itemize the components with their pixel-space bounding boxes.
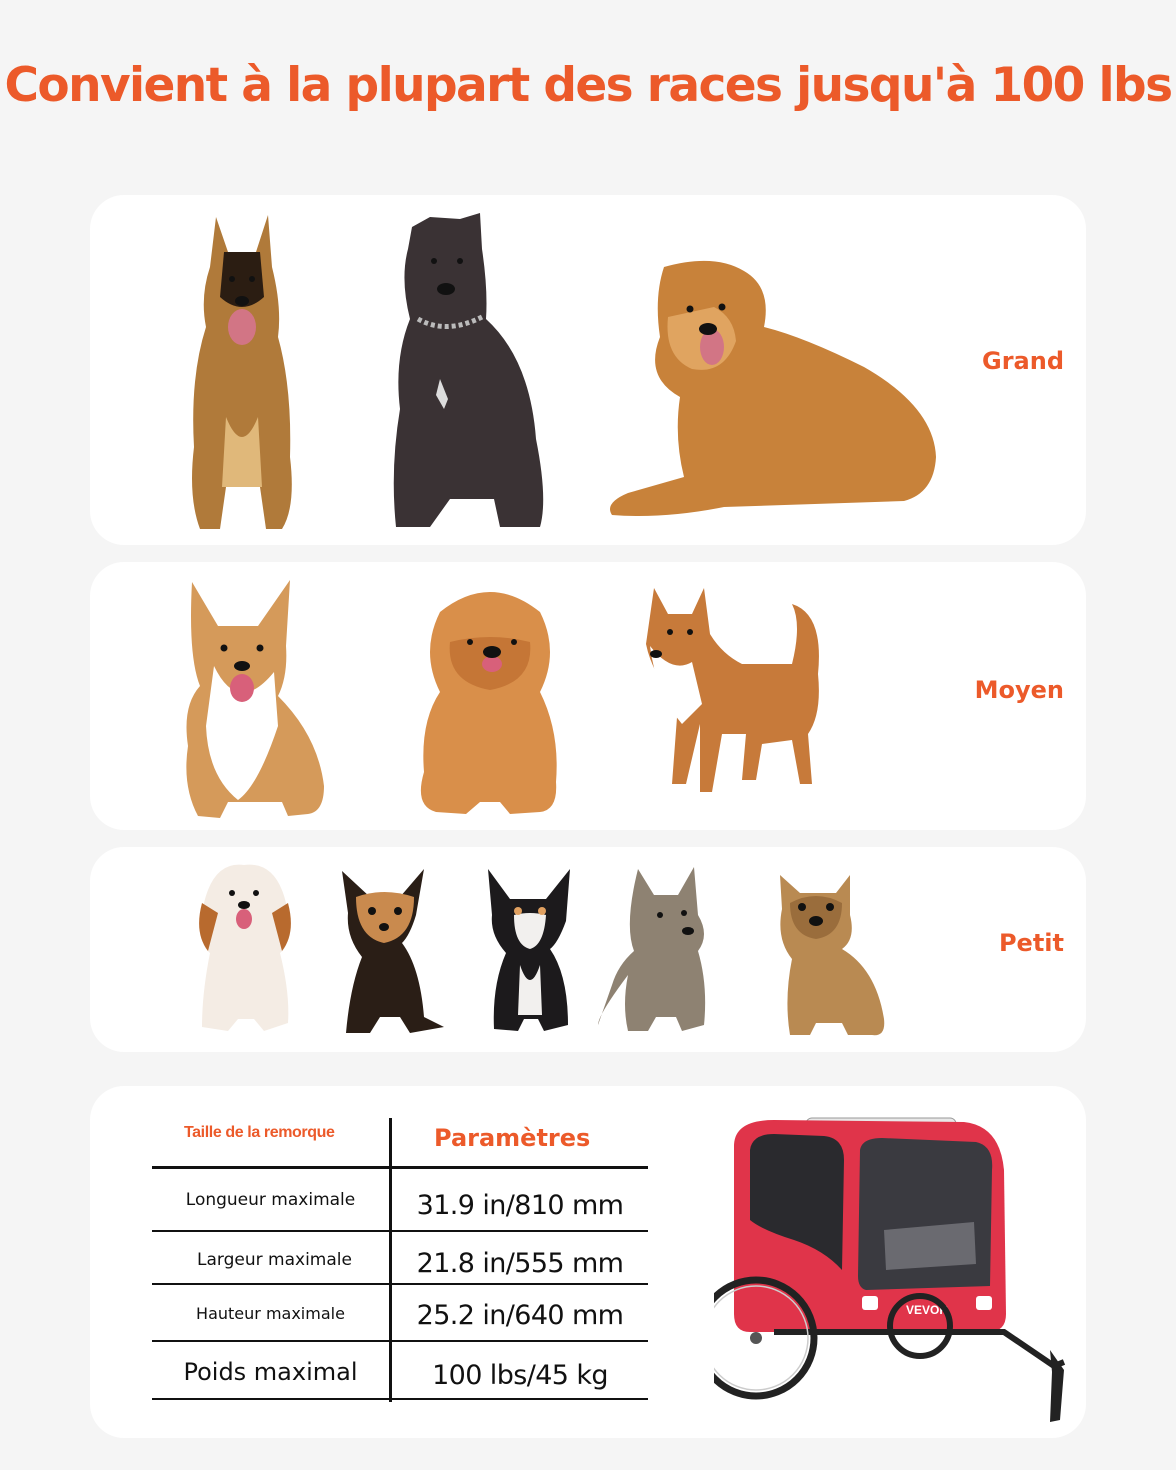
dog-trailer-image [714,1110,1074,1428]
cane-corso-image [390,209,548,529]
cairn-terrier-image [598,865,726,1035]
page-title: Convient à la plupart des races jusqu'à 100 lbs [4,58,1172,113]
medium-breeds-card [90,562,1086,830]
chow-chow-puppy-image [410,582,574,816]
golden-retriever-image [604,257,940,523]
table-header-parameters: Paramètres [434,1124,591,1152]
table-row-value: 21.8 in/555 mm [416,1248,624,1279]
size-label-small: Petit [998,929,1064,957]
trailer-brand-logo: VEVOR [906,1303,949,1317]
table-row-value: 25.2 in/640 mm [416,1300,624,1331]
table-row-label: Poids maximal [183,1358,358,1386]
specifications-card [90,1086,1086,1438]
table-header-rule [152,1166,648,1169]
table-rule [152,1340,648,1342]
chihuahua-black-image [484,865,580,1035]
table-row-value: 100 lbs/45 kg [432,1360,608,1391]
corgi-image [178,576,326,820]
table-row-label: Largeur maximale [197,1250,352,1270]
table-rule [152,1398,648,1400]
table-row-value: 31.9 in/810 mm [416,1190,624,1221]
size-label-large: Grand [982,347,1064,375]
shiba-inu-image [642,584,828,808]
table-header-trailer-size: Taille de la remorque [184,1124,335,1141]
chihuahua-tan-image [340,867,448,1035]
table-row-label: Longueur maximale [185,1190,356,1210]
cocker-spaniel-image [194,863,298,1033]
small-breeds-card [90,847,1086,1052]
size-label-medium: Moyen [974,676,1064,704]
table-rule [152,1283,648,1285]
table-rule [152,1230,648,1232]
french-bulldog-image [776,869,888,1039]
dimensions-table [152,1116,648,1406]
table-row-label: Hauteur maximale [196,1304,345,1323]
large-breeds-card [90,195,1086,545]
german-shepherd-image [186,207,298,532]
